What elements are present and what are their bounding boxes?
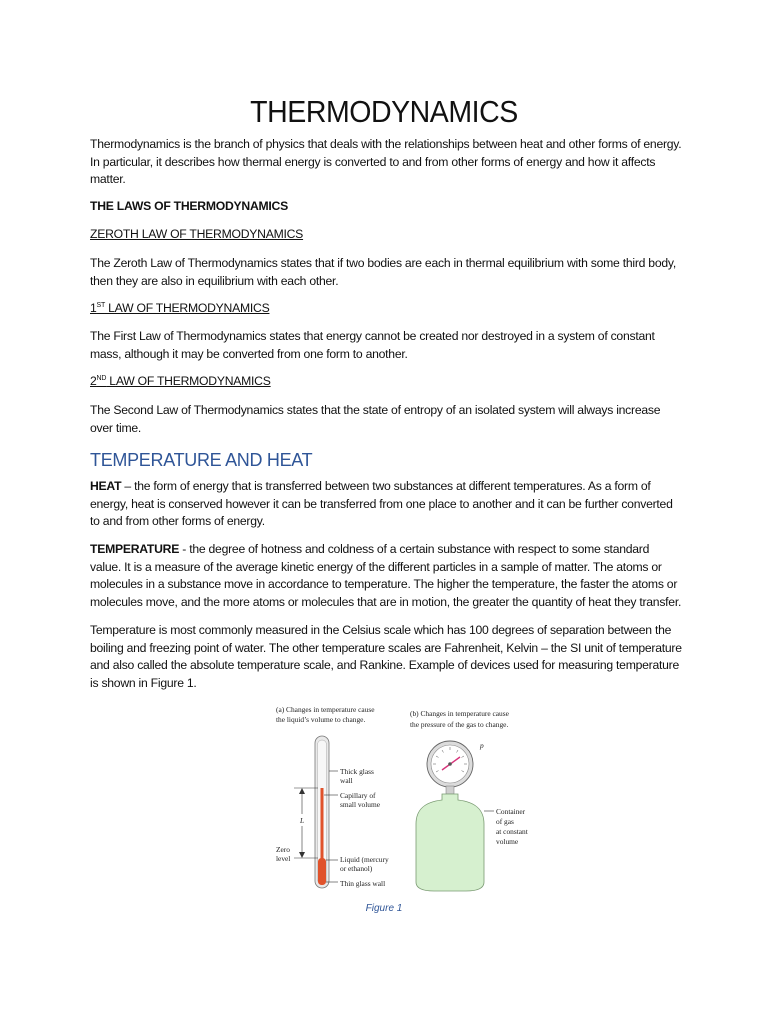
temperature-term: TEMPERATURE xyxy=(90,542,180,556)
first-law-heading xyxy=(90,300,682,318)
label-thin-glass: Thin glass wall xyxy=(340,879,386,888)
label-capillary-2: small volume xyxy=(340,800,381,809)
temperature-paragraph xyxy=(90,541,682,611)
page-title: THERMODYNAMICS xyxy=(250,94,518,129)
laws-heading-block xyxy=(90,198,682,216)
heat-definition: – the form of energy that is transferred between two substances at different temperatures. As a form of energy, heat is conserved however it can be transferred from one place to another and it can be further converted to and from other forms of energy. xyxy=(90,479,673,528)
intro-paragraph xyxy=(90,136,682,189)
thermometer-capillary-liquid xyxy=(321,788,324,863)
gas-container xyxy=(416,794,484,891)
label-container-2: of gas xyxy=(496,817,514,826)
scales-text: Temperature is most commonly measured in the Celsius scale which has 100 degrees of separation between the boiling and freezing point of water. The other temperature scales are Fahrenheit, Kelvin – the SI unit of temperature and also called the absolute temperature scale, and Rankine. Example of devices used for measuring temperature is shown in Figure 1. xyxy=(90,623,682,690)
thermometer-bulb-liquid xyxy=(318,858,326,885)
figure-illustration xyxy=(270,700,560,900)
label-thick-glass-2: wall xyxy=(340,776,353,785)
second-law-heading xyxy=(90,373,682,391)
second-law-sup: ND xyxy=(96,374,107,382)
second-law-heading-block xyxy=(90,373,682,391)
first-law-sup: ST xyxy=(96,301,105,309)
zeroth-law-text: The Zeroth Law of Thermodynamics states that if two bodies are each in thermal equilibrium with some third body, then they are also in equilibrium with each other. xyxy=(90,256,676,288)
label-thick-glass-1: Thick glass xyxy=(340,767,374,776)
length-arrow-down xyxy=(299,852,305,858)
label-container-3: at constant xyxy=(496,827,528,836)
length-arrow-up xyxy=(299,788,305,794)
pressure-label: p xyxy=(480,741,484,750)
heat-text-line xyxy=(90,478,682,531)
second-law-heading-rest: LAW OF THERMODYNAMICS xyxy=(106,374,271,388)
second-law-paragraph xyxy=(90,402,682,437)
label-capillary-1: Capillary of xyxy=(340,791,376,800)
second-law-text: The Second Law of Thermodynamics states that the state of entropy of an isolated system will always increase over time. xyxy=(90,403,661,435)
pressure-gauge xyxy=(427,741,473,794)
zeroth-law-paragraph xyxy=(90,255,682,290)
figure-1 xyxy=(270,700,560,900)
temp-heat-heading-block xyxy=(90,452,682,470)
label-container-4: volume xyxy=(496,837,519,846)
first-law-heading-block xyxy=(90,300,682,318)
gauge-stem xyxy=(446,786,454,794)
fig-a-caption-1: (a) Changes in temperature cause xyxy=(276,705,375,714)
heat-term: HEAT xyxy=(90,479,122,493)
label-liquid-1: Liquid (mercury xyxy=(340,855,389,864)
fig-a-caption-2: the liquid’s volume to change. xyxy=(276,715,366,724)
zeroth-law-heading-block xyxy=(90,226,682,244)
fig-b-caption-2: the pressure of the gas to change. xyxy=(410,720,509,729)
heat-paragraph xyxy=(90,478,682,531)
length-dimension xyxy=(294,788,318,858)
scales-paragraph xyxy=(90,622,682,692)
fig-b-caption-1: (b) Changes in temperature cause xyxy=(410,709,509,718)
zeroth-law-heading: ZEROTH LAW OF THERMODYNAMICS xyxy=(90,227,304,241)
label-zero-2: level xyxy=(276,854,291,863)
gauge-pivot xyxy=(448,762,452,766)
figure-caption: Figure 1 xyxy=(365,903,403,914)
temperature-text-line xyxy=(90,541,682,611)
gas-container-body xyxy=(416,794,484,891)
intro-text: Thermodynamics is the branch of physics that deals with the relationships between heat and other forms of energy. In particular, it describes how thermal energy is converted to and from other forms of energy and how it affects matter. xyxy=(90,137,682,186)
first-law-paragraph xyxy=(90,328,682,363)
label-container-1: Container xyxy=(496,807,526,816)
first-law-num: 1 xyxy=(90,301,97,315)
temperature-definition: - the degree of hotness and coldness of a certain substance with respect to some standard value. It is a measure of the average kinetic energy of the different particles in a sample of matter. The atoms or molecules in a substance move in accordance to temperature. The higher the temperature, the faster the atoms or molecules move, and the more atoms or molecules that are in motion, the greater the quantity of heat they transfer. xyxy=(90,542,682,609)
thermometer xyxy=(315,736,329,888)
laws-heading: THE LAWS OF THERMODYNAMICS xyxy=(90,199,288,213)
label-liquid-2: or ethanol) xyxy=(340,864,373,873)
temp-heat-heading: TEMPERATURE AND HEAT xyxy=(90,450,313,470)
first-law-text: The First Law of Thermodynamics states that energy cannot be created nor destroyed in a system of constant mass, although it may be converted from one form to another. xyxy=(90,329,655,361)
first-law-heading-rest: LAW OF THERMODYNAMICS xyxy=(104,301,270,315)
length-label: L xyxy=(300,816,305,825)
second-law-num: 2 xyxy=(90,374,97,388)
label-zero-1: Zero xyxy=(276,845,290,854)
